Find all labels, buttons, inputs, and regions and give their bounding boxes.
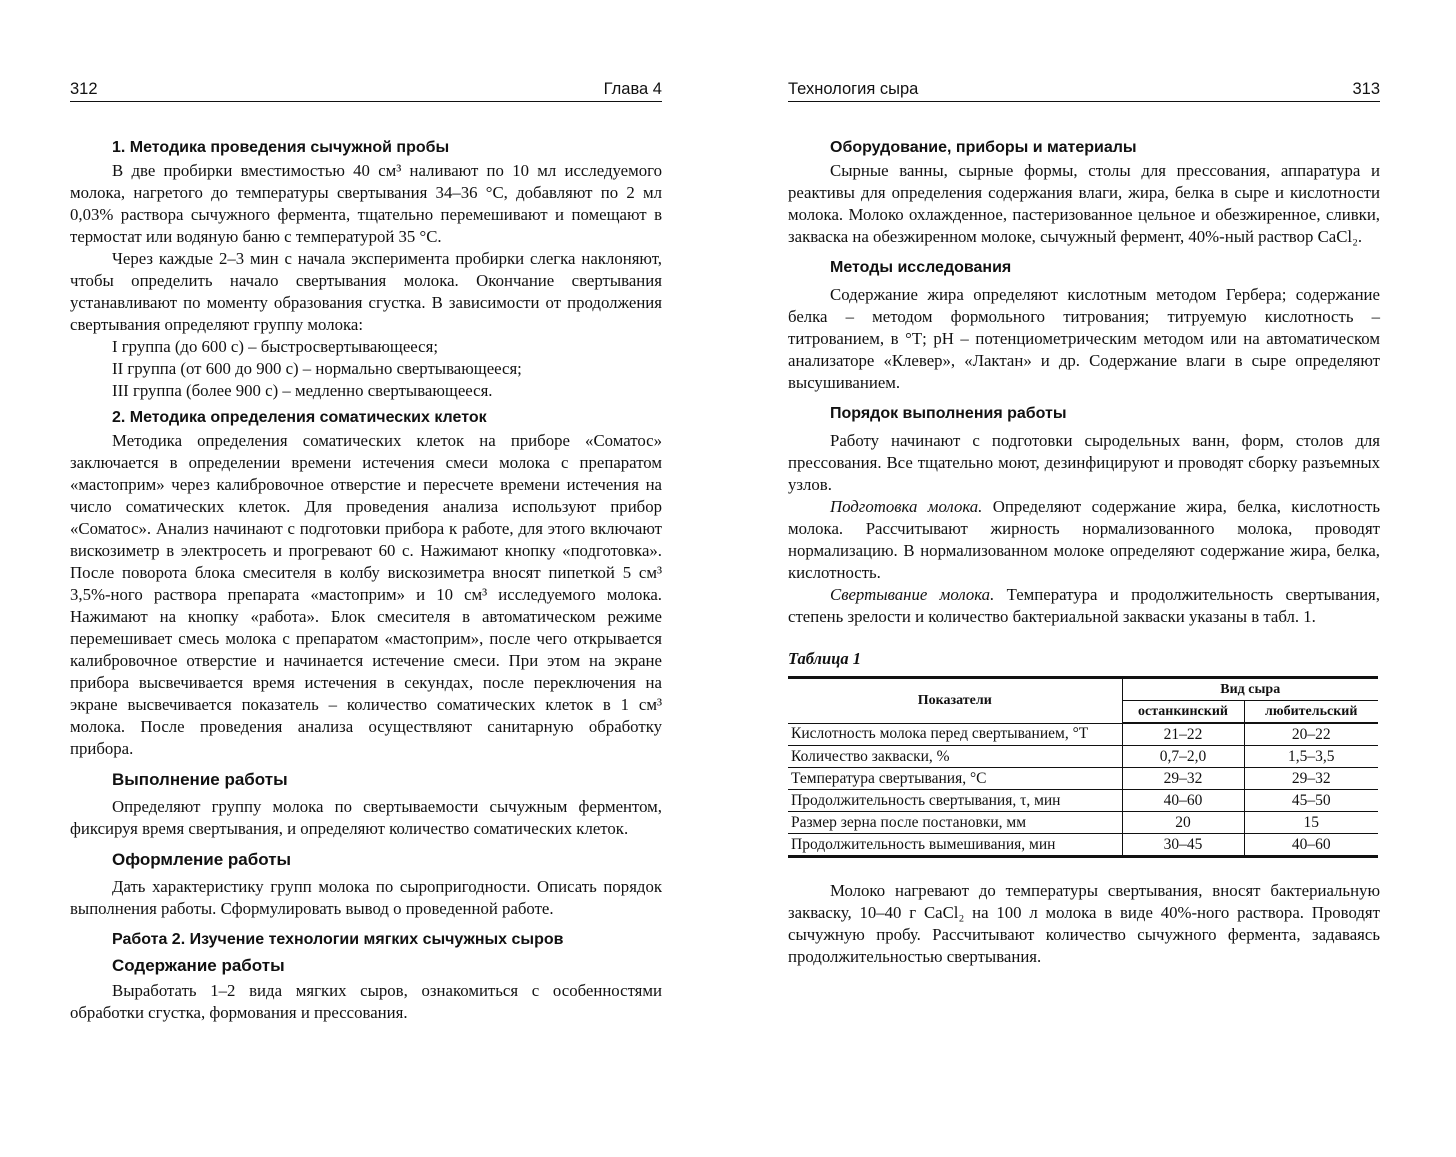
table-cell-indicator: Размер зерна после постановки, мм [788, 812, 1122, 834]
running-head-right [788, 80, 1380, 102]
paragraph [788, 496, 1380, 584]
paragraph: Через каждые 2–3 мин с начала эксперимента пробирки слегка наклоняют, чтобы определить начало свертывания молока. Окончание свертывания устанавливают по моменту образования сгустка. В зависимости от продолжения свертывания определяют группу молока: [70, 249, 662, 334]
list-item: III группа (более 900 с) – медленно свертывающееся. [112, 381, 493, 400]
paragraph-lead: Подготовка молока. [830, 497, 983, 516]
table-row [788, 746, 1378, 768]
paragraph: Молоко нагревают до температуры свертывания, вносят бактериальную закваску, 10–40 г CaCl₂ на 100 л молока в виде 40%-ного раствора. Проводят сычужную пробу. Рассчитывают количество сычужного фермента, задаваясь продолжительностью свертывания. [788, 881, 1380, 966]
section-heading: Методы исследования [830, 259, 1012, 276]
table-cell-value: 29–32 [1122, 768, 1244, 790]
table-cell-indicator: Продолжительность вымешивания, мин [788, 834, 1122, 857]
table-cell-value: 40–60 [1244, 834, 1378, 857]
paragraph: Дать характеристику групп молока по сыропригодности. Описать порядок выполнения работы. Сформулировать вывод о проведенной работе. [70, 877, 662, 918]
paragraph: В две пробирки вместимостью 40 см³ наливают по 10 мл исследуемого молока, нагретого до температуры свертывания 34–36 °С, добавляют по 2 мл 0,03% раствора сычужного фермента, тщательно перемешивают и помещают в термостат или водяную баню с температурой 35 °С. [70, 161, 662, 246]
running-head-left [70, 80, 662, 102]
cheese-table [788, 676, 1378, 858]
table-caption: Таблица 1 [788, 649, 862, 668]
table-cell-value: 30–45 [1122, 834, 1244, 857]
section-heading: Выполнение работы [112, 770, 288, 789]
section-heading: Работа 2. Изучение технологии мягких сычужных сыров [112, 931, 564, 948]
table-cell-value: 1,5–3,5 [1244, 746, 1378, 768]
table-cell-indicator: Продолжительность свертывания, τ, мин [788, 790, 1122, 812]
paragraph: Работу начинают с подготовки сыродельных ванн, форм, столов для прессования. Все тщательно моют, дезинфицируют и проводят сборку разъемных узлов. [788, 431, 1380, 494]
page-number-left: 312 [70, 80, 98, 98]
table-row [788, 768, 1378, 790]
section-heading: Содержание работы [112, 956, 285, 975]
table-cell-value: 45–50 [1244, 790, 1378, 812]
table-row [788, 723, 1378, 746]
section-heading: Порядок выполнения работы [830, 405, 1067, 422]
list-item: I группа (до 600 с) – быстросвертывающееся; [112, 337, 438, 356]
table-cell-value: 29–32 [1244, 768, 1378, 790]
left-content [70, 136, 662, 1024]
table-header-indicator: Показатели [788, 678, 1122, 724]
paragraph: Содержание жира определяют кислотным методом Гербера; содержание белка – методом формольного титрования; титруемую кислотность – титрованием, в °Т; рН – потенциометрическим методом или на автоматическом анализаторе «Клевер», «Лактан» и др. Содержание влаги в сыре определяют высушиванием. [788, 285, 1380, 392]
list-item: II группа (от 600 до 900 с) – нормально свертывающееся; [112, 359, 522, 378]
table-cell-value: 20–22 [1244, 723, 1378, 746]
table-cell-indicator: Температура свертывания, °С [788, 768, 1122, 790]
paragraph-lead: Свертывание молока. [830, 585, 995, 604]
paragraph [788, 584, 1380, 628]
paragraph: Выработать 1–2 вида мягких сыров, ознакомиться с особенностями обработки сгустка, формования и прессования. [70, 981, 662, 1022]
section-heading: 1. Методика проведения сычужной пробы [112, 139, 450, 156]
table-header-group: Вид сыра [1122, 678, 1378, 701]
right-page [788, 80, 1380, 968]
left-page [70, 80, 662, 1024]
table-row [788, 790, 1378, 812]
table-cell-indicator: Кислотность молока перед свертыванием, °Т [788, 723, 1122, 746]
right-content [788, 136, 1380, 968]
table-cell-value: 20 [1122, 812, 1244, 834]
table-cell-value: 0,7–2,0 [1122, 746, 1244, 768]
table-body [788, 723, 1378, 857]
table-header-col-a: останкинский [1122, 701, 1244, 724]
paragraph: Определяют группу молока по свертываемости сычужным ферментом, фиксируя время свертывания, и определяют количество соматических клеток. [70, 797, 662, 838]
table-row [788, 834, 1378, 857]
table-header-col-b: любительский [1244, 701, 1378, 724]
page-number-right: 313 [1352, 80, 1380, 98]
table-cell-indicator: Количество закваски, % [788, 746, 1122, 768]
table-cell-value: 21–22 [1122, 723, 1244, 746]
table-row [788, 812, 1378, 834]
section-heading: 2. Методика определения соматических клеток [112, 409, 487, 426]
section-heading: Оборудование, приборы и материалы [830, 139, 1137, 156]
chapter-title: Глава 4 [603, 80, 662, 98]
paragraph-body: Температура и продолжительность свертывания, степень зрелости и количество бактериальной закваски указаны в табл. 1. [788, 585, 1380, 626]
table-cell-value: 40–60 [1122, 790, 1244, 812]
paragraph: Методика определения соматических клеток на приборе «Соматос» заключается в определении времени истечения смеси молока с препаратом «мастоприм» через калибровочное отверстие и пересчете времени истечения на число соматических клеток. Для проведения анализа используют прибор «Соматос». Анализ начинают с подготовки прибора к работе, для этого включают вискозиметр в электросеть и прогревают 60 с. Нажимают кнопку «подготовка». После поворота блока смесителя в колбу вискозиметра вносят пипеткой 5 см³ 3,5%-ного раствора препарата «мастоприм» и 10 см³ исследуемого молока. Нажимают на кнопку «работа». Блок смесителя в автоматическом режиме перемешивает смесь молока с препаратом «мастоприм», после чего открывается калибровочное отверстие и начинается истечение смеси. При этом на экране прибора высвечивается время истечения в секундах, после переключения на экране высвечивается показатель – количество соматических клеток в 1 см³ молока. После проведения анализа осуществляют санитарную обработку прибора. [70, 431, 662, 758]
running-title: Технология сыра [788, 80, 919, 98]
paragraph-body: Определяют содержание жира, белка, кислотность молока. Рассчитывают жирность нормализованного молока, проводят нормализацию. В нормализованном молоке определяют содержание жира, белка, кислотность. [788, 497, 1380, 582]
paragraph: Сырные ванны, сырные формы, столы для прессования, аппаратура и реактивы для определения содержания влаги, жира, белка в сыре и кислотности молока. Молоко охлажденное, пастеризованное цельное и обезжиренное, сливки, закваска на обезжиренном молоке, сычужный фермент, 40%-ный раствор CaCl₂. [788, 161, 1380, 246]
table-cell-value: 15 [1244, 812, 1378, 834]
section-heading: Оформление работы [112, 850, 292, 869]
